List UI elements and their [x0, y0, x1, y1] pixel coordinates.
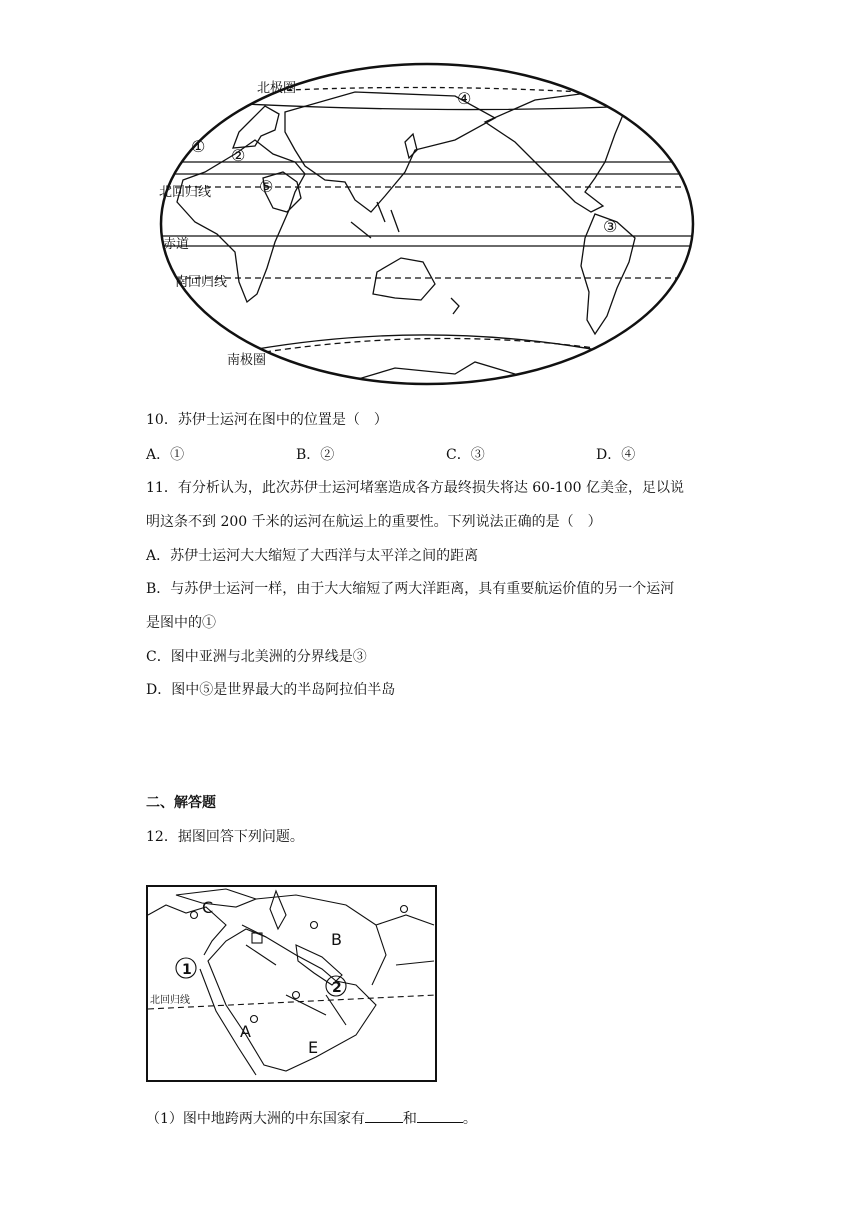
label-e: E: [308, 1038, 319, 1057]
marker-5: ⑤: [259, 177, 274, 196]
marker-4: ④: [457, 89, 472, 108]
label-b: B: [331, 930, 342, 949]
q11-stem-line1: 11．有分析认为，此次苏伊士运河堵塞造成各方最终损失将达 60-100 亿美金，足以说: [146, 480, 684, 496]
equator-label: 赤道: [163, 237, 190, 252]
q11-option-d: D．图中⑤是世界最大的半岛阿拉伯半岛: [146, 682, 396, 698]
label-c: C: [202, 898, 214, 917]
middle-east-map-figure: [146, 885, 438, 1083]
section-title: 二、解答题: [146, 795, 216, 811]
q10-stem: 10．苏伊士运河在图中的位置是（ ）: [146, 412, 388, 428]
marker-3: ③: [603, 217, 618, 236]
marker-2: ②: [231, 146, 246, 165]
q11-option-b-line2: 是图中的①: [146, 615, 216, 631]
q11-option-c: C．图中亚洲与北美洲的分界线是③: [146, 649, 367, 665]
label-a: A: [240, 1022, 251, 1041]
world-map-figure: [155, 62, 700, 392]
label-m1: 1: [182, 962, 192, 978]
answer-blank-1[interactable]: [365, 1108, 403, 1123]
q11-stem-line2: 明这条不到 200 千米的运河在航运上的重要性。下列说法正确的是（ ）: [146, 514, 602, 530]
greenland-outline: [607, 76, 645, 100]
marker-1: ①: [191, 137, 206, 156]
q10-option-b: B．②: [296, 447, 335, 463]
label-m2: 2: [332, 980, 342, 996]
q11-option-a: A．苏伊士运河大大缩短了大西洋与太平洋之间的距离: [146, 548, 479, 564]
q12-sub1: [146, 1108, 477, 1129]
antarctic-label: 南极圈: [227, 353, 267, 368]
q12-sub1-prefix: （1）图中地跨两大洲的中东国家有: [146, 1111, 365, 1127]
tropic-capricorn-label: 南回归线: [175, 275, 228, 290]
answer-blank-2[interactable]: [417, 1108, 463, 1123]
q10-option-a: A．①: [146, 447, 185, 463]
q11-option-b-line1: B．与苏伊士运河一样，由于大大缩短了两大洋距离，具有重要航运价值的另一个运河: [146, 581, 675, 597]
arctic-label: 北极圈: [257, 81, 297, 96]
tropic-cancer-label: 北回归线: [159, 185, 212, 200]
label-tropic: 北回归线: [150, 995, 190, 1006]
q12-sub1-mid: 和: [402, 1111, 417, 1127]
q10-option-c: C．③: [446, 447, 485, 463]
q12-stem: 12．据图回答下列问题。: [146, 829, 304, 845]
q12-sub1-suffix: 。: [462, 1111, 477, 1127]
q10-option-d: D．④: [596, 447, 636, 463]
